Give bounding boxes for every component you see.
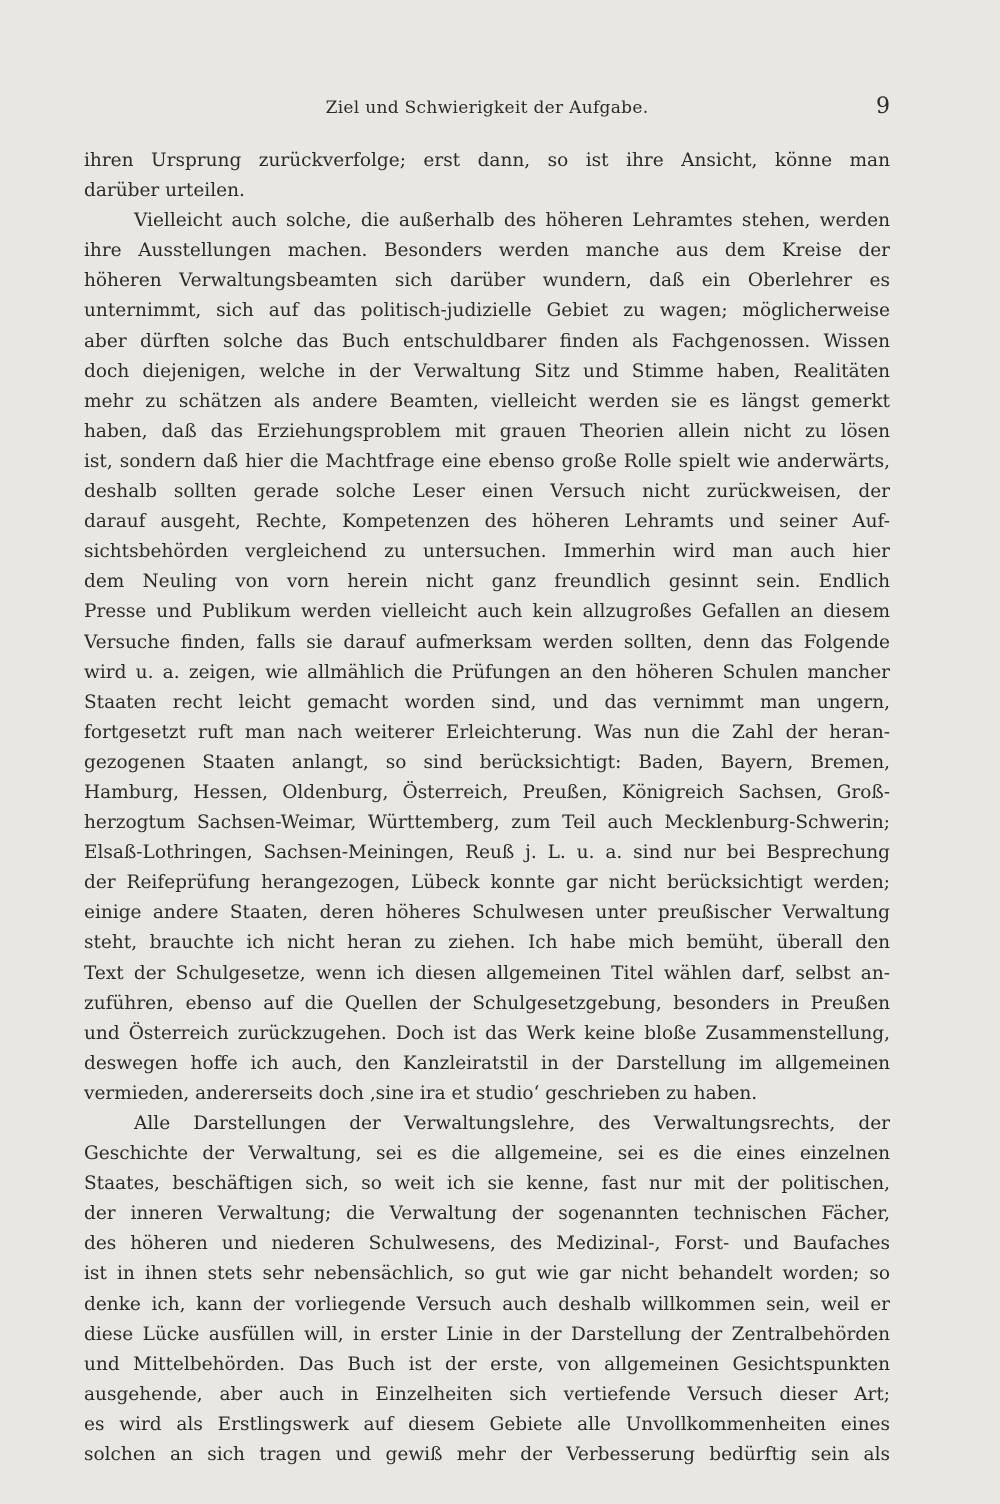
- text-line: gezogenen Staaten anlangt, so sind berücksichtigt: Baden, Bayern, Bremen,: [84, 751, 890, 773]
- text-line: Text der Schulgesetze, wenn ich diesen allgemeinen Titel wählen darf, selbst an-: [84, 962, 890, 984]
- text-line: der Reifeprüfung herangezogen, Lübeck konnte gar nicht berücksichtigt werden;: [84, 872, 890, 894]
- text-line: mehr zu schätzen als andere Beamten, vielleicht werden sie es längst gemerkt: [84, 390, 890, 412]
- text-line: unternimmt, sich auf das politisch-judizielle Gebiet zu wagen; möglicherweise: [84, 300, 890, 322]
- text-line: ist in ihnen stets sehr nebensächlich, so gut wie gar nicht behandelt worden; so: [84, 1263, 890, 1285]
- text-line: vermieden, andererseits doch ‚sine ira et studio‘ geschrieben zu haben.: [84, 1082, 758, 1104]
- text-line: dem Neuling von vorn herein nicht ganz freundlich gesinnt sein. Endlich: [84, 571, 890, 593]
- text-line: des höheren und niederen Schulwesens, des Medizinal-, Forst- und Baufaches: [84, 1233, 890, 1255]
- text-line: Geschichte der Verwaltung, sei es die allgemeine, sei es die eines einzelnen: [84, 1143, 890, 1165]
- text-line: ist, sondern daß hier die Machtfrage eine ebenso große Rolle spielt wie anderwärts,: [84, 450, 890, 472]
- text-line: deswegen hoffe ich auch, den Kanzleiratstil in der Darstellung im allgemeinen: [84, 1052, 890, 1074]
- text-line: darüber urteilen.: [84, 180, 245, 202]
- text-line: Presse und Publikum werden vielleicht auch kein allzugroßes Gefallen an diesem: [84, 601, 890, 623]
- page-number: 9: [876, 94, 890, 119]
- text-line: Staates, beschäftigen sich, so weit ich sie kenne, fast nur mit der politischen,: [84, 1173, 890, 1195]
- text-line: der inneren Verwaltung; die Verwaltung der sogenannten technischen Fächer,: [84, 1203, 890, 1225]
- text-line: Hamburg, Hessen, Oldenburg, Österreich, Preußen, Königreich Sachsen, Groß-: [84, 781, 890, 803]
- text-line: höheren Verwaltungsbeamten sich darüber wundern, daß ein Oberlehrer es: [84, 270, 890, 292]
- text-line: sichtsbehörden vergleichend zu untersuchen. Immerhin wird man auch hier: [84, 541, 890, 563]
- text-line: doch diejenigen, welche in der Verwaltung Sitz und Stimme haben, Realitäten: [84, 360, 890, 382]
- text-line: Versuche finden, falls sie darauf aufmerksam werden sollten, denn das Folgende: [84, 631, 890, 653]
- body-text: [84, 146, 890, 1470]
- text-line: Vielleicht auch solche, die außerhalb des höheren Lehramtes stehen, werden: [134, 210, 890, 232]
- text-line: wird u. a. zeigen, wie allmählich die Prüfungen an den höheren Schulen mancher: [84, 661, 890, 683]
- text-line: herzogtum Sachsen-Weimar, Württemberg, zum Teil auch Mecklenburg-Schwerin;: [84, 812, 890, 834]
- text-line: haben, daß das Erziehungsproblem mit grauen Theorien allein nicht zu lösen: [84, 420, 890, 442]
- text-line: zuführen, ebenso auf die Quellen der Schulgesetzgebung, besonders in Preußen: [84, 992, 890, 1014]
- text-line: ihre Ausstellungen machen. Besonders werden manche aus dem Kreise der: [84, 240, 890, 262]
- text-line: solchen an sich tragen und gewiß mehr der Verbesserung bedürftig sein als: [84, 1444, 890, 1466]
- text-line: darauf ausgeht, Rechte, Kompetenzen des höheren Lehramts und seiner Auf-: [84, 511, 890, 533]
- text-line: einige andere Staaten, deren höheres Schulwesen unter preußischer Verwaltung: [84, 902, 890, 924]
- text-line: denke ich, kann der vorliegende Versuch auch deshalb willkommen sein, weil er: [84, 1293, 890, 1315]
- text-line: Staaten recht leicht gemacht worden sind, und das vernimmt man ungern,: [84, 691, 890, 713]
- text-line: Alle Darstellungen der Verwaltungslehre, des Verwaltungsrechts, der: [134, 1113, 890, 1134]
- text-line: deshalb sollten gerade solche Leser einen Versuch nicht zurückweisen, der: [84, 481, 890, 503]
- text-line: aber dürften solche das Buch entschuldbarer finden als Fachgenossen. Wissen: [84, 330, 890, 352]
- text-line: und Mittelbehörden. Das Buch ist der erste, von allgemeinen Gesichtspunkten: [84, 1353, 890, 1375]
- running-header: [84, 96, 890, 126]
- text-line: steht, brauchte ich nicht heran zu ziehen. Ich habe mich bemüht, überall den: [84, 932, 890, 954]
- text-line: und Österreich zurückzugehen. Doch ist das Werk keine bloße Zusammenstellung,: [84, 1022, 890, 1044]
- text-line: diese Lücke ausfüllen will, in erster Linie in der Darstellung der Zentralbehörden: [84, 1323, 890, 1345]
- running-title: Ziel und Schwierigkeit der Aufgabe.: [325, 98, 649, 118]
- text-line: es wird als Erstlingswerk auf diesem Gebiete alle Unvollkommenheiten eines: [84, 1413, 890, 1435]
- text-line: ihren Ursprung zurückverfolge; erst dann, so ist ihre Ansicht, könne man: [84, 150, 890, 171]
- text-line: Elsaß-Lothringen, Sachsen-Meiningen, Reuß j. L. u. a. sind nur bei Besprechung: [84, 842, 890, 864]
- text-line: ausgehende, aber auch in Einzelheiten sich vertiefende Versuch dieser Art;: [84, 1383, 890, 1405]
- text-line: fortgesetzt ruft man nach weiterer Erleichterung. Was nun die Zahl der heran-: [84, 721, 890, 743]
